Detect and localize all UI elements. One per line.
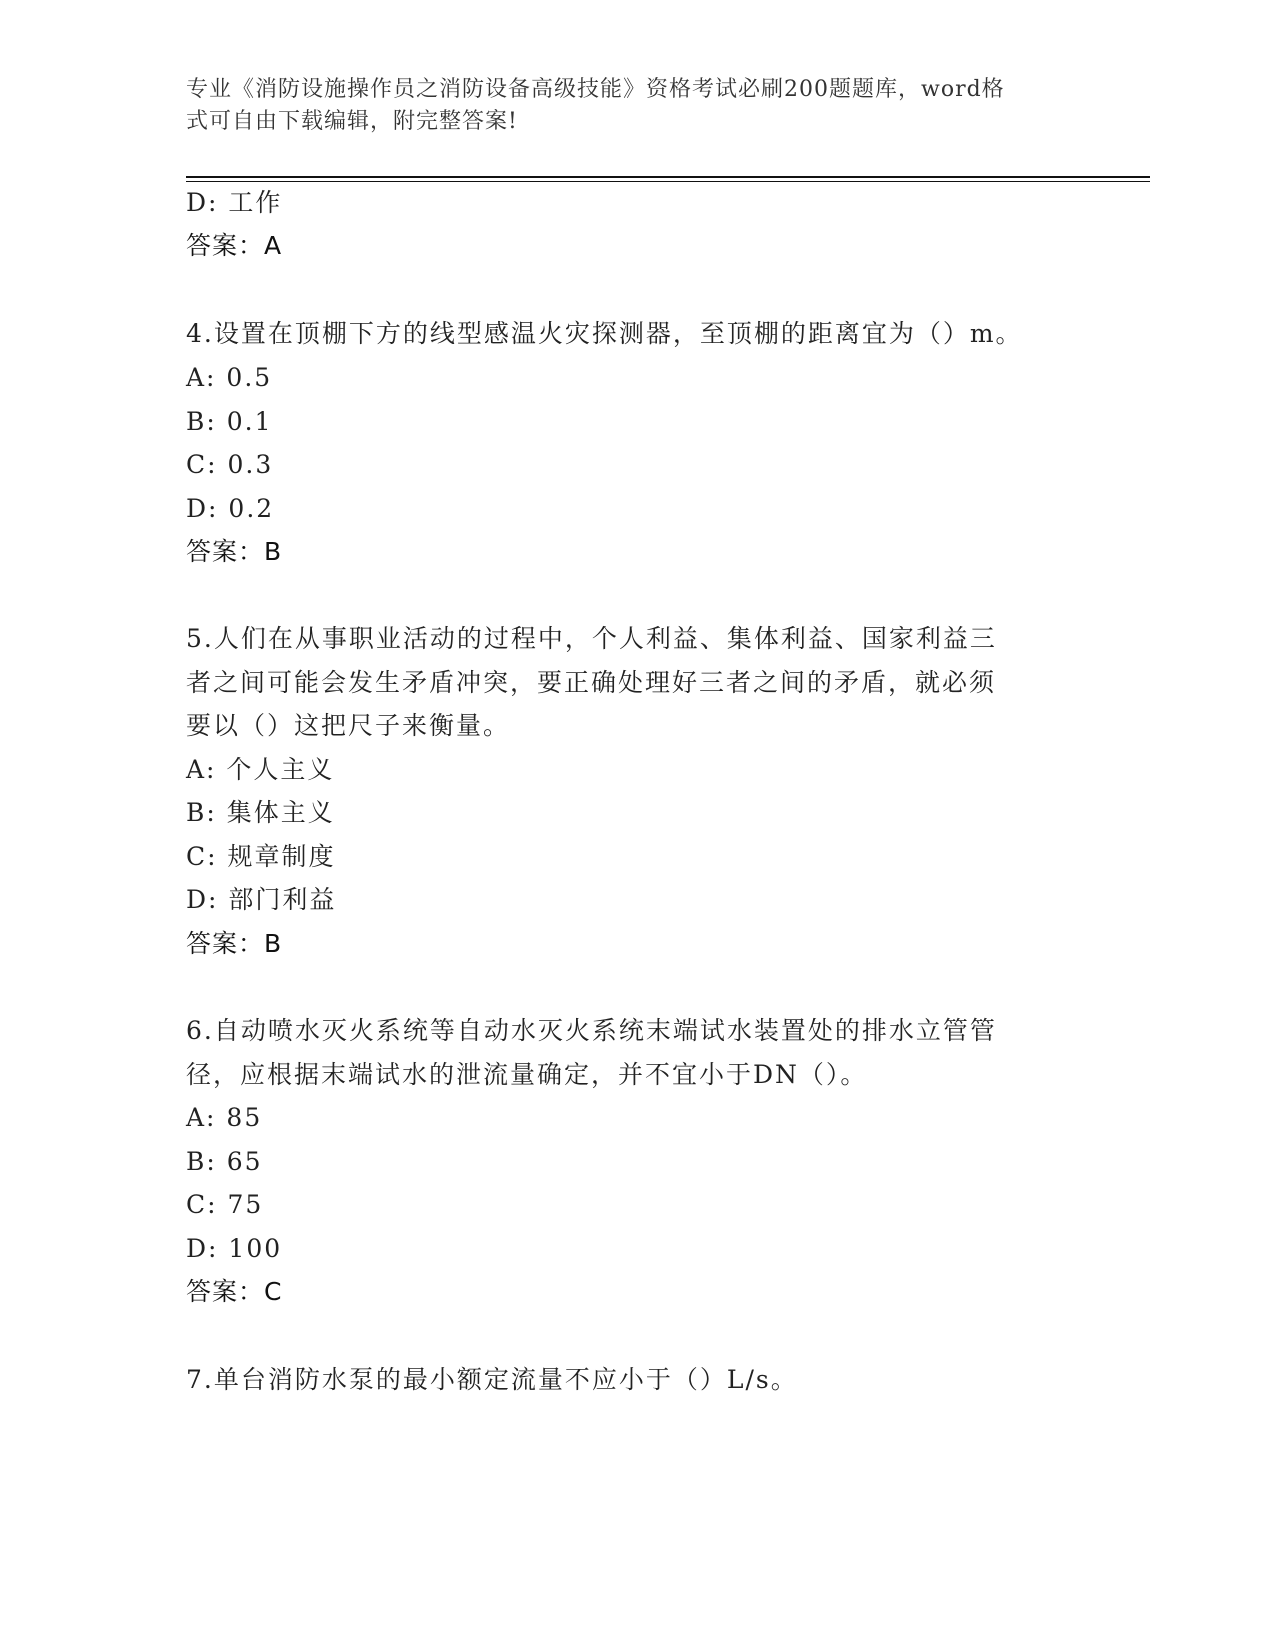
q4-stem: 4.设置在顶棚下方的线型感温火灾探测器，至顶棚的距离宜为（）m。 xyxy=(186,319,1023,348)
q6-stem-line-2: 径，应根据末端试水的泄流量确定，并不宜小于DN（）。 xyxy=(186,1060,868,1089)
q5-option-d: D: 部门利益 xyxy=(186,885,337,914)
q6-option-b: B: 65 xyxy=(186,1147,263,1176)
q4-option-b: B: 0.1 xyxy=(186,407,273,436)
q6-option-a: A: 85 xyxy=(186,1103,263,1132)
q6-answer: 答案：C xyxy=(186,1277,283,1306)
q4-option-c: C: 0.3 xyxy=(186,450,274,479)
q3-answer: 答案：A xyxy=(186,231,283,260)
q6-stem-line-1: 6.自动喷水灭火系统等自动水灭火系统末端试水装置处的排水立管管 xyxy=(186,1016,997,1045)
q4-answer: 答案：B xyxy=(186,537,283,566)
document-header xyxy=(186,74,1066,138)
q6-option-c: C: 75 xyxy=(186,1190,264,1219)
q3-option-d: D: 工作 xyxy=(186,188,283,217)
q5-option-a: A: 个人主义 xyxy=(186,755,335,784)
q5-answer: 答案：B xyxy=(186,929,283,958)
header-title-line-2: 式可自由下载编辑，附完整答案! xyxy=(186,109,518,134)
q5-stem-line-1: 5.人们在从事职业活动的过程中，个人利益、集体利益、国家利益三 xyxy=(186,624,997,653)
q5-stem-line-2: 者之间可能会发生矛盾冲突，要正确处理好三者之间的矛盾，就必须 xyxy=(186,668,997,697)
q4-option-a: A: 0.5 xyxy=(186,363,273,392)
q4-option-d: D: 0.2 xyxy=(186,494,275,523)
q6-option-d: D: 100 xyxy=(186,1234,283,1263)
header-title-line-1: 专业《消防设施操作员之消防设备高级技能》资格考试必刷200题题库，word格 xyxy=(186,77,1005,102)
q5-stem-line-3: 要以（）这把尺子来衡量。 xyxy=(186,711,511,740)
q5-option-b: B: 集体主义 xyxy=(186,798,335,827)
q5-option-c: C: 规章制度 xyxy=(186,842,336,871)
q7-stem: 7.单台消防水泵的最小额定流量不应小于（）L/s。 xyxy=(186,1365,798,1394)
header-divider-thin xyxy=(186,181,1150,182)
header-divider-thick xyxy=(186,176,1150,178)
